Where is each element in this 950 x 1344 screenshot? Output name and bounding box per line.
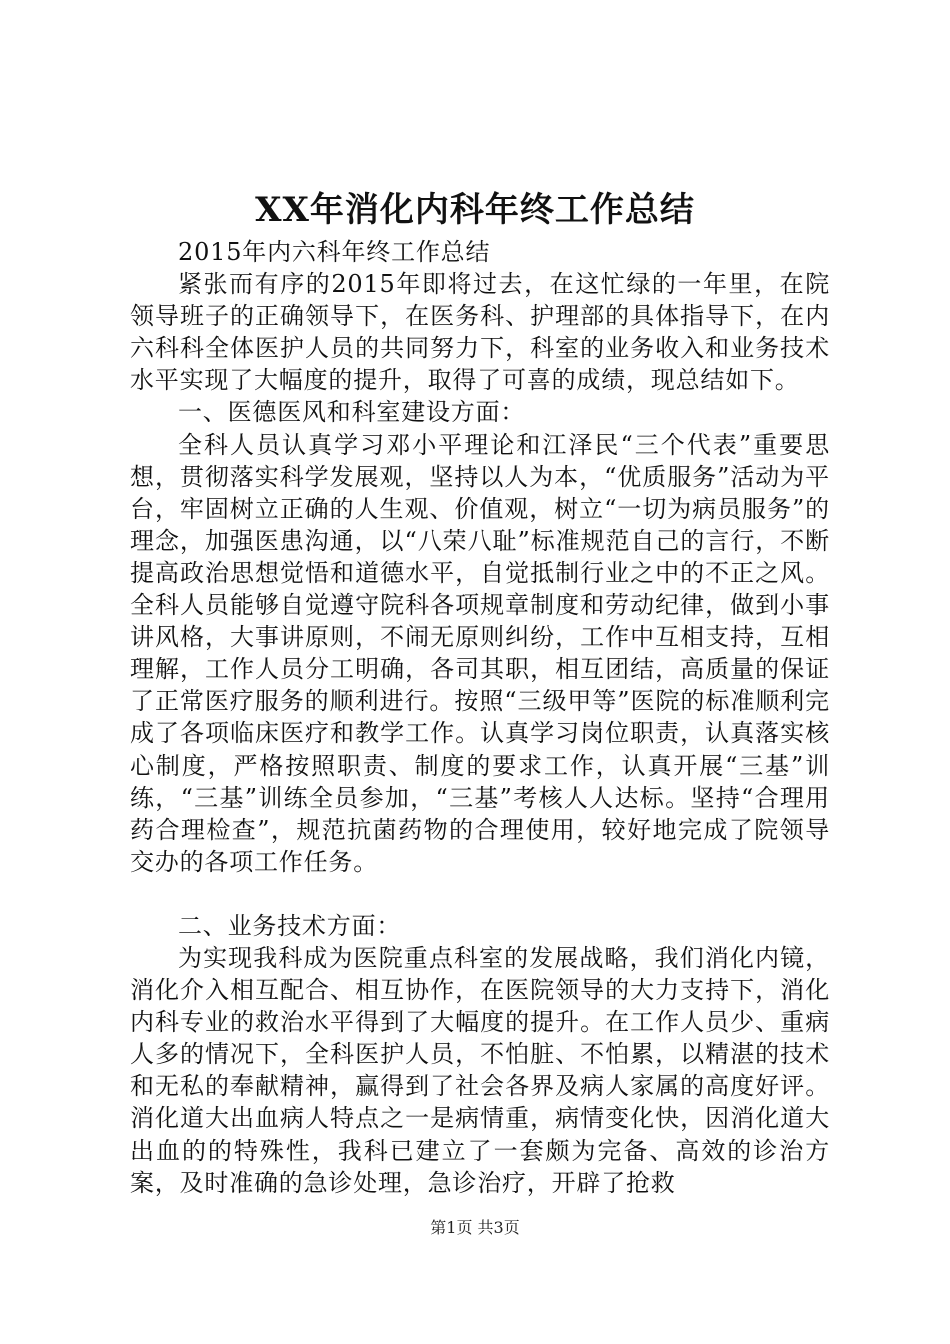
document-body bbox=[130, 236, 830, 1199]
technology-paragraph: 为实现我科成为医院重点科室的发展战略，我们消化内镜，消化介入相互配合、相互协作，在医院领导的大力支持下，消化内科专业的救治水平得到了大幅度的提升。在工作人员少、重病人多的情况下，全科医护人员，不怕脏、不怕累，以精湛的技术和无私的奉献精神，赢得到了社会各界及病人家属的高度好评。消化道大出血病人特点之一是病情重，病情变化快，因消化道大出血的的特殊性，我科已建立了一套颇为完备、高效的诊治方案，及时准确的急诊处理，急诊治疗，开辟了抢救 bbox=[130, 943, 830, 1197]
subtitle-paragraph: 2015年内六科年终工作总结 bbox=[178, 238, 491, 266]
section-heading-ethics: 一、医德医风和科室建设方面： bbox=[178, 398, 526, 427]
ethics-paragraph: 全科人员认真学习邓小平理论和江泽民“三个代表”重要思想，贯彻落实科学发展观，坚持以人为本，“优质服务”活动为平台，牢固树立正确的人生观、价值观，树立“一切为病员服务”的理念，加强医患沟通，以“八荣八耻”标准规范自己的言行，不断提高政治思想觉悟和道德水平，自觉抵制行业之中的不正之风。全科人员能够自觉遵守院科各项规章制度和劳动纪律，做到小事讲风格，大事讲原则，不闹无原则纠纷，工作中互相支持，互相理解，工作人员分工明确，各司其职，相互团结，高质量的保证了正常医疗服务的顺利进行。按照“三级甲等”医院的标准顺利完成了各项临床医疗和教学工作。认真学习岗位职责，认真落实核心制度，严格按照职责、制度的要求工作，认真开展“三基”训练，“三基”训练全员参加，“三基”考核人人达标。坚持“合理用药合理检查”，规范抗菌药物的合理使用，较好地完成了院领导交办的各项工作任务。 bbox=[130, 430, 830, 876]
intro-paragraph: 紧张而有序的2015年即将过去，在这忙绿的一年里，在院领导班子的正确领导下，在医务科、护理部的具体指导下，在内六科科全体医护人员的共同努力下，科室的业务收入和业务技术水平实现了大幅度的提升，取得了可喜的成绩，现总结如下。 bbox=[130, 270, 830, 395]
section-heading-technology: 二、业务技术方面： bbox=[178, 911, 402, 940]
document-title: XX年消化内科年终工作总结 bbox=[255, 190, 695, 230]
page-number-footer: 第1页 共3页 bbox=[430, 1218, 520, 1237]
